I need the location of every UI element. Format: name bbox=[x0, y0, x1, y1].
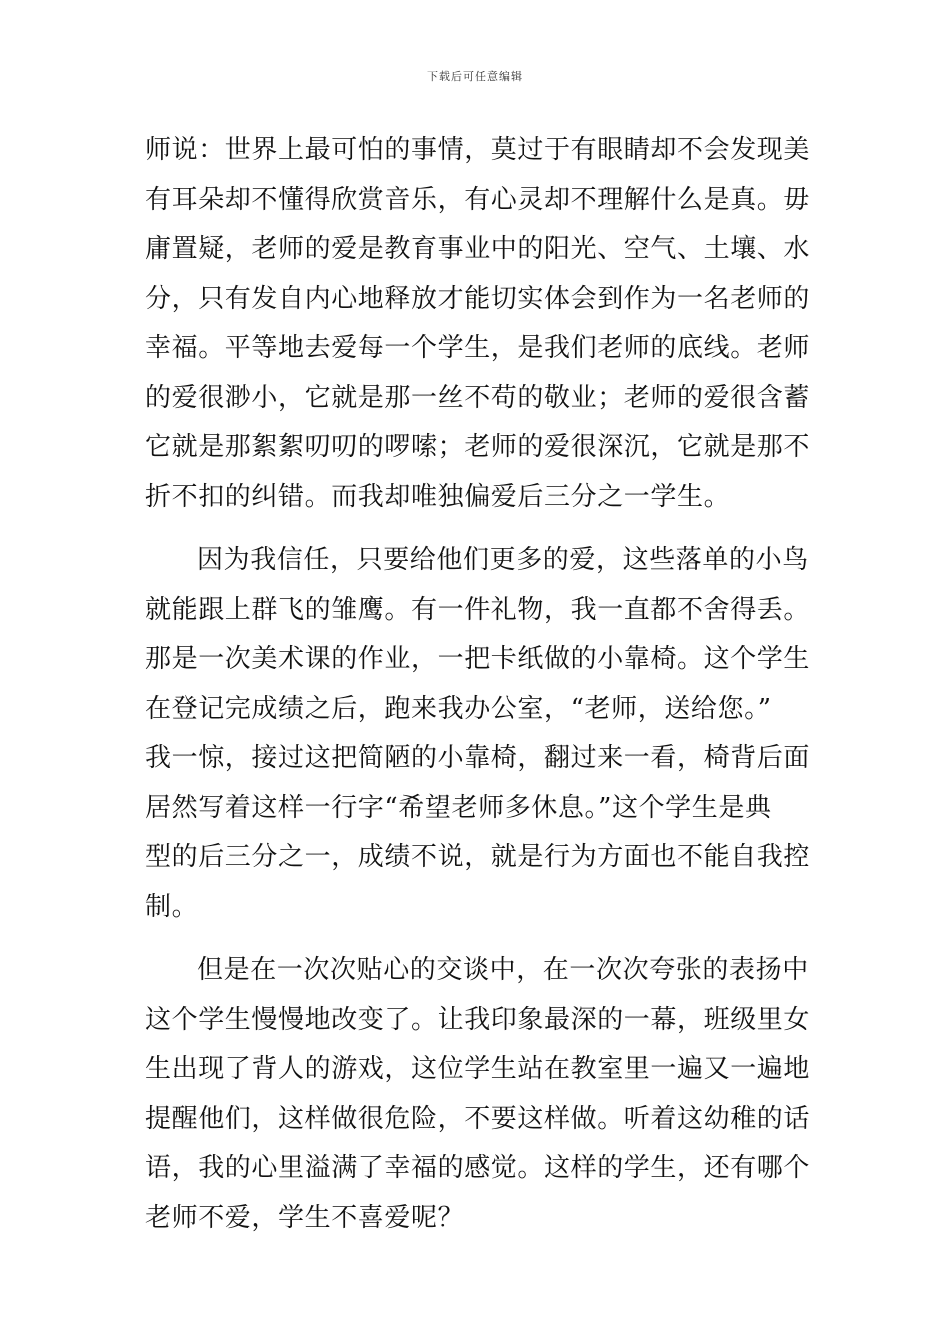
document-body bbox=[145, 126, 811, 1243]
text-line: 的爱很渺小，它就是那一丝不苟的敬业；老师的爱很含蓄 bbox=[145, 382, 811, 413]
page-header: 下载后可任意编辑 bbox=[427, 70, 523, 83]
paragraph-spacer bbox=[145, 932, 805, 946]
text-line: 幸福。平等地去爱每一个学生，是我们老师的底线。老师 bbox=[145, 333, 811, 363]
text-line: 它就是那絮絮叨叨的啰嗦；老师的爱很深沉，它就是那不 bbox=[145, 432, 811, 462]
text-line: 这个学生慢慢地改变了。让我印象最深的一幕，班级里女 bbox=[145, 1004, 811, 1035]
text-line-first: 因为我信任，只要给他们更多的爱，这些落单的小鸟 bbox=[197, 545, 809, 575]
text-line: 制。 bbox=[145, 891, 199, 922]
text-line: 我一惊，接过这把简陋的小靠椅，翻过来一看，椅背后面 bbox=[145, 743, 811, 773]
text-line: 在登记完成绩之后，跑来我办公室，“老师，送给您。” bbox=[145, 693, 772, 724]
text-line: 居然写着这样一行字“希望老师多休息。”这个学生是典 bbox=[145, 792, 772, 823]
text-line: 就能跟上群飞的雏鹰。有一件礼物，我一直都不舍得丢。 bbox=[145, 594, 811, 625]
text-line-first: 但是在一次次贴心的交谈中，在一次次夸张的表扬中 bbox=[197, 955, 809, 985]
text-line: 有耳朵却不懂得欣赏音乐，有心灵却不理解什么是真。毋 bbox=[145, 184, 811, 215]
text-line: 折不扣的纠错。而我却唯独偏爱后三分之一学生。 bbox=[145, 481, 731, 512]
paragraph-3 bbox=[145, 946, 811, 1243]
paragraph-1 bbox=[145, 126, 811, 522]
text-line: 生出现了背人的游戏，这位学生站在教室里一遍又一遍地 bbox=[145, 1054, 811, 1084]
text-line: 庸置疑，老师的爱是教育事业中的阳光、空气、土壤、水 bbox=[145, 234, 811, 264]
text-line: 那是一次美术课的作业，一把卡纸做的小靠椅。这个学生 bbox=[145, 644, 811, 674]
text-line: 型的后三分之一，成绩不说，就是行为方面也不能自我控 bbox=[145, 842, 811, 872]
text-line: 分，只有发自内心地释放才能切实体会到作为一名老师的 bbox=[145, 283, 811, 314]
text-line: 老师不爱，学生不喜爱呢？ bbox=[145, 1202, 465, 1233]
text-line: 师说：世界上最可怕的事情，莫过于有眼睛却不会发现美 bbox=[145, 135, 811, 165]
text-line: 语，我的心里溢满了幸福的感觉。这样的学生，还有哪个 bbox=[145, 1153, 811, 1183]
paragraph-2 bbox=[145, 536, 811, 932]
paragraph-spacer bbox=[145, 522, 805, 536]
text-line: 提醒他们，这样做很危险，不要这样做。听着这幼稚的话 bbox=[145, 1103, 811, 1134]
